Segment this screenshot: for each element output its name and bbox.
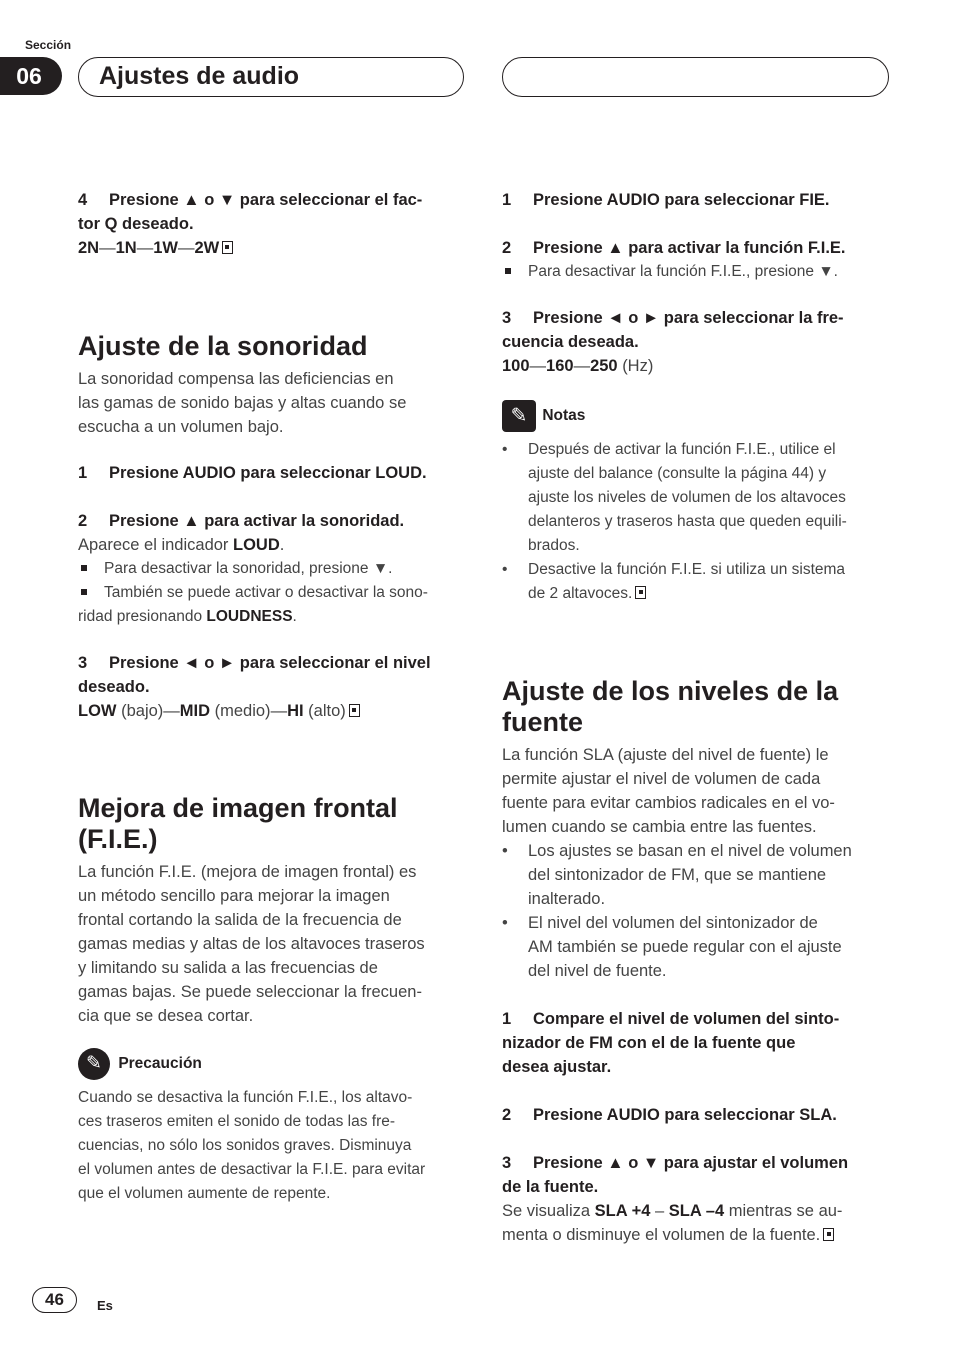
sonoridad-intro: La sonoridad compensa las deficiencias en las gamas de sonido bajas y altas cuando se escucha a un volumen bajo. (78, 370, 407, 436)
q-options: 2N—1N—1W—2W (78, 236, 466, 260)
sla-step-1: 1 Compare el nivel de volumen del sinto- (502, 1010, 840, 1028)
section-title: Ajustes de audio (78, 57, 464, 97)
sonoridad-step-1: 1 Presione AUDIO para seleccionar LOUD. (78, 464, 427, 482)
bullet-item: Para desactivar la función F.I.E., presione ▼. (502, 260, 892, 284)
step-4: 4 Presione ▲ o ▼ para seleccionar el fac- (78, 191, 423, 209)
left-column (78, 188, 466, 1206)
fie-step-1: 1 Presione AUDIO para seleccionar FIE. (502, 191, 830, 209)
note-item: • Desactive la función F.I.E. si utiliza un sistema de 2 altavoces. (502, 561, 846, 602)
sla-step-3-line2: de la fuente. (502, 1178, 599, 1196)
fie-step-3-line2: cuencia deseada. (502, 333, 639, 351)
caution-heading: ✎ Precaución (78, 1048, 466, 1080)
sla-step-1-line3: desea ajustar. (502, 1058, 612, 1076)
heading-fie: Mejora de imagen frontal (F.I.E.) (78, 793, 398, 854)
caution-text: Cuando se desactiva la función F.I.E., los altavo- ces traseros emiten el sonido de todas las fre- cuencias, no sólo los sonidos graves. Disminuya el volumen antes de desactivar la F.I.E. para evitar que el volumen aumente de repente. (78, 1089, 426, 1202)
note-item: • Después de activar la función F.I.E., utilice el ajuste del balance (consulte la página 44) y ajuste los niveles de volumen de los altavoces delanteros y traseros hasta que queden equili- brados. (502, 441, 847, 554)
sla-intro: La función SLA (ajuste del nivel de fuente) le permite ajustar el nivel de volumen de cada fuente para evitar cambios radicales en el vo- lumen cuando se cambia entre las fuentes. • Los ajustes se basan en el nivel de volumen del sintonizador de FM, que se mantiene inalterado. • El nivel del volumen del sintonizador de AM también se puede regular con el ajuste del nivel de fuente. (502, 743, 892, 983)
step-4-line2: tor Q deseado. (78, 215, 194, 233)
bullet-item: • Los ajustes se basan en el nivel de volumen del sintonizador de FM, que se mantiene inalterado. (502, 842, 852, 908)
square-bullet-icon (81, 589, 87, 595)
sonoridad-step-2-text: Aparece el indicador LOUD. (78, 536, 285, 554)
sonoridad-step-3: 3 Presione ◄ o ► para seleccionar el nivel (78, 654, 431, 672)
end-mark-icon (222, 241, 233, 254)
right-column (502, 188, 892, 1247)
language-code: Es (97, 1298, 113, 1313)
bullet-item: Para desactivar la sonoridad, presione ▼. (78, 557, 466, 581)
sla-step-3: 3 Presione ▲ o ▼ para ajustar el volumen (502, 1154, 849, 1172)
fie-step-3: 3 Presione ◄ o ► para seleccionar la fre- (502, 309, 844, 327)
end-mark-icon (635, 586, 646, 599)
sla-step-3-text: Se visualiza SLA +4 – SLA –4 mientras se au- (502, 1202, 843, 1220)
sla-step-3-text-line2: menta o disminuye el volumen de la fuente. (502, 1223, 892, 1247)
bullet-item: • El nivel del volumen del sintonizador de AM también se puede regular con el ajuste del nivel de fuente. (502, 914, 842, 980)
section-number-badge: 06 (0, 57, 62, 95)
page-number: 46 (32, 1287, 77, 1313)
bullet-item-cont: ridad presionando LOUDNESS. (78, 608, 297, 625)
bullet-item: También se puede activar o desactivar la sono- (78, 581, 466, 605)
section-label: Sección (25, 38, 72, 52)
sonoridad-step-2: 2 Presione ▲ para activar la sonoridad. (78, 512, 405, 530)
fie-intro: La función F.I.E. (mejora de imagen frontal) es un método sencillo para mejorar la imagen frontal cortando la salida de la frecuencia de gamas medias y altas de los altavoces traseros y limitando su salida a las frecuencias de gamas bajas. Se puede seleccionar la frecuen- cia que se desea cortar. (78, 863, 425, 1025)
caution-icon: ✎ (78, 1048, 110, 1080)
fie-step-2: 2 Presione ▲ para activar la función F.I.E. (502, 239, 846, 257)
level-options: LOW (bajo)—MID (medio)—HI (alto) (78, 699, 466, 723)
notes-heading: ✎ Notas (502, 400, 892, 432)
heading-sonoridad: Ajuste de la sonoridad (78, 331, 368, 361)
heading-sla: Ajuste de los niveles de la fuente (502, 676, 839, 737)
square-bullet-icon (505, 268, 511, 274)
end-mark-icon (349, 704, 360, 717)
sla-step-2: 2 Presione AUDIO para seleccionar SLA. (502, 1106, 837, 1124)
freq-options: 100—160—250 (Hz) (502, 357, 654, 375)
notes-list (502, 438, 892, 606)
sla-step-1-line2: nizador de FM con el de la fuente que (502, 1034, 796, 1052)
header-empty-pill (502, 57, 889, 97)
square-bullet-icon (81, 565, 87, 571)
end-mark-icon (823, 1228, 834, 1241)
notes-pencil-icon: ✎ (502, 400, 536, 432)
sonoridad-step-3-line2: deseado. (78, 678, 150, 696)
